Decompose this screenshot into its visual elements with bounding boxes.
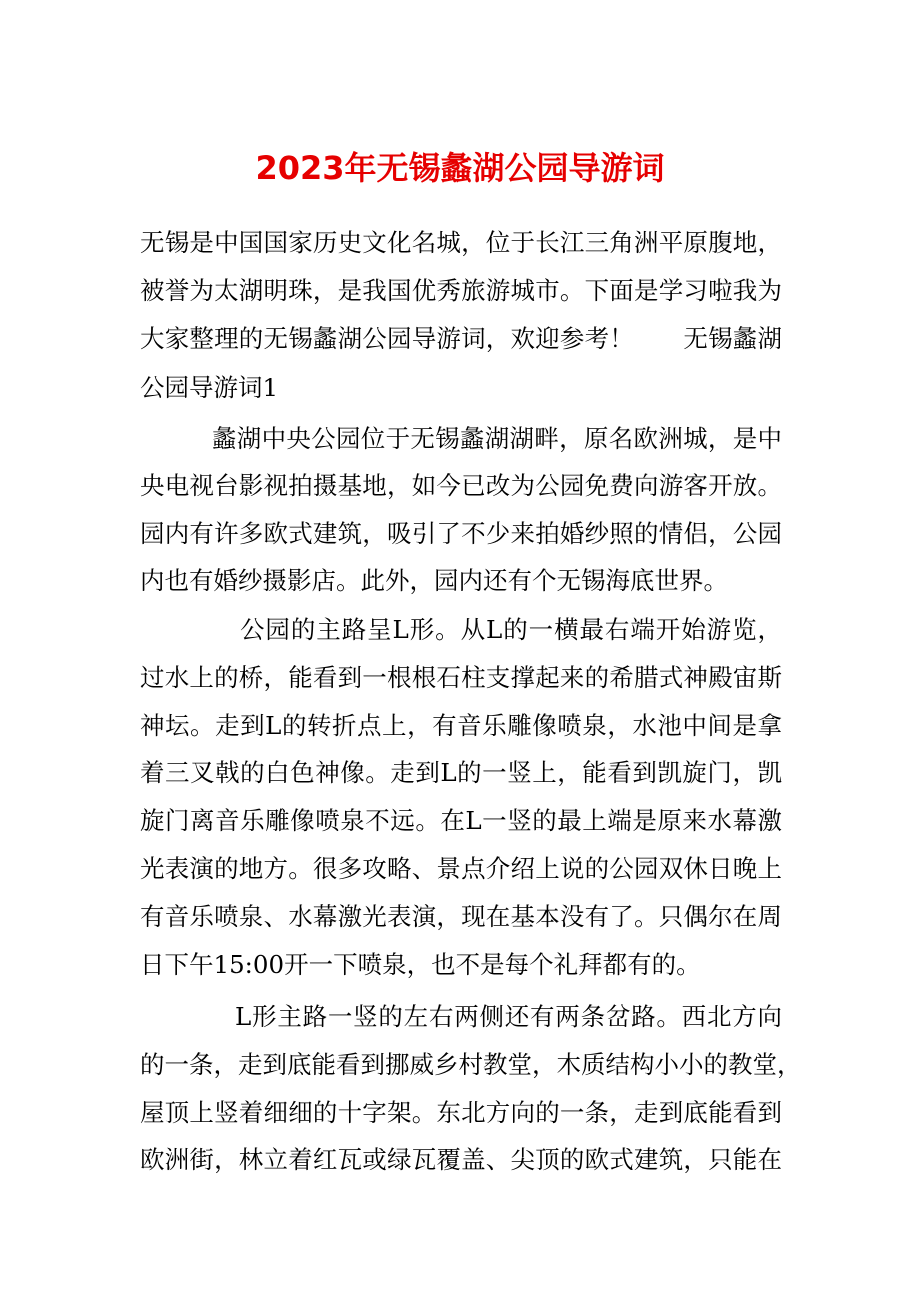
- paragraph-line: 日下午15:00开一下喷泉，也不是每个礼拜都有的。: [140, 950, 701, 979]
- paragraph-line: 光表演的地方。很多攻略、景点介绍上说的公园双休日晚上: [140, 854, 782, 883]
- paragraph-line: 过水上的桥，能看到一根根石柱支撑起来的希腊式神殿宙斯: [140, 663, 782, 692]
- paragraph-line: 神坛。走到L的转折点上，有音乐雕像喷泉，水池中间是拿: [140, 711, 782, 740]
- paragraph-line: 着三叉戟的白色神像。走到L的一竖上，能看到凯旋门，凯: [140, 758, 782, 787]
- paragraph-line: 蠡湖中央公园位于无锡蠡湖湖畔，原名欧洲城，是中: [212, 424, 782, 453]
- paragraph-line: 旋门离音乐雕像喷泉不远。在L一竖的最上端是原来水幕激: [140, 806, 782, 835]
- paragraph-line: 有音乐喷泉、水幕激光表演，现在基本没有了。只偶尔在周: [140, 902, 782, 931]
- document-title: 2023年无锡蠡湖公园导游词: [255, 149, 665, 187]
- paragraph-line: 无锡是中国国家历史文化名城，位于长江三角洲平原腹地，: [140, 228, 782, 257]
- paragraph-line: 央电视台影视拍摄基地，如今已改为公园免费向游客开放。: [140, 471, 782, 500]
- paragraph-line: 大家整理的无锡蠡湖公园导游词，欢迎参考！ 无锡蠡湖: [140, 324, 782, 353]
- paragraph-line: 园内有许多欧式建筑，吸引了不少来拍婚纱照的情侣，公园: [140, 519, 782, 548]
- paragraph-line: 的一条，走到底能看到挪威乡村教堂，木质结构小小的教堂，: [140, 1050, 802, 1079]
- paragraph-line: 欧洲街，林立着红瓦或绿瓦覆盖、尖顶的欧式建筑，只能在: [140, 1145, 782, 1174]
- paragraph-line: L形主路一竖的左右两侧还有两条岔路。西北方向: [235, 1002, 782, 1031]
- paragraph-line: 内也有婚纱摄影店。此外，园内还有个无锡海底世界。: [140, 566, 728, 595]
- paragraph-line: 屋顶上竖着细细的十字架。东北方向的一条，走到底能看到: [140, 1098, 782, 1127]
- paragraph-line: 公园的主路呈L形。从L的一横最右端开始游览，: [240, 615, 782, 644]
- paragraph-line: 被誉为太湖明珠，是我国优秀旅游城市。下面是学习啦我为: [140, 276, 782, 305]
- paragraph-line: 公园导游词1: [140, 373, 279, 402]
